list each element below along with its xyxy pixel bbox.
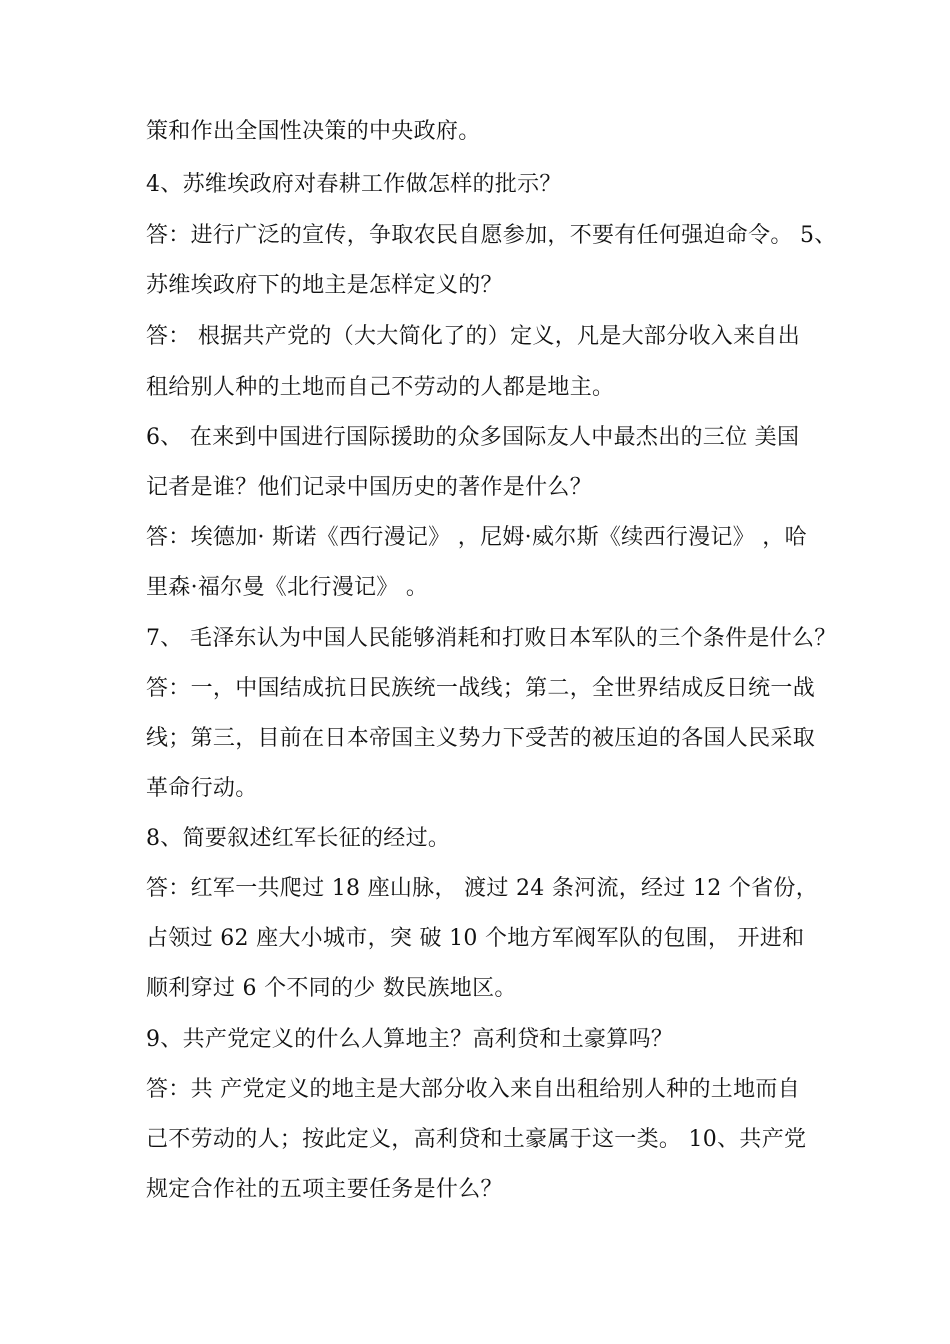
question-7: 7、 毛泽东认为中国人民能够消耗和打败日本军队的三个条件是什么？ — [146, 626, 837, 651]
text-line: 线；第三，目前在日本帝国主义势力下受苦的被压迫的各国人民采取 — [146, 726, 816, 751]
text-line: 占领过 62 座大小城市，突 破 10 个地方军阀军队的包围， 开进和 — [146, 926, 805, 951]
answer-6: 答：埃德加· 斯诺《西行漫记》 ，尼姆·威尔斯《续西行漫记》 ，哈 — [146, 525, 807, 550]
answer-4-question-5: 答：进行广泛的宣传，争取农民自愿参加，不要有任何强迫命令。 5、 — [146, 223, 837, 248]
answer-7: 答：一，中国结成抗日民族统一战线；第二，全世界结成反日统一战 — [146, 676, 816, 701]
answer-9: 答：共 产党定义的地主是大部分收入来自出租给别人种的土地而自 — [146, 1077, 800, 1102]
text-line: 租给别人种的土地而自己不劳动的人都是地主。 — [146, 375, 615, 400]
text-line: 革命行动。 — [146, 776, 258, 801]
answer-5: 答： 根据共产党的（大大简化了的）定义，凡是大部分收入来自出 — [146, 324, 800, 349]
text-line: 策和作出全国性决策的中央政府。 — [146, 119, 481, 144]
question-6: 6、 在来到中国进行国际援助的众多国际友人中最杰出的三位 美国 — [146, 425, 800, 450]
text-line: 顺利穿过 6 个不同的少 数民族地区。 — [146, 976, 517, 1001]
text-line: 里森·福尔曼《北行漫记》 。 — [146, 575, 429, 600]
text-line: 规定合作社的五项主要任务是什么？ — [146, 1177, 503, 1202]
text-line: 苏维埃政府下的地主是怎样定义的？ — [146, 273, 503, 298]
question-4: 4、苏维埃政府对春耕工作做怎样的批示？ — [146, 172, 562, 197]
text-line: 记者是谁？他们记录中国历史的著作是什么？ — [146, 475, 593, 500]
answer-9-question-10: 己不劳动的人；按此定义，高利贷和土豪属于这一类。 10、共产党 — [146, 1127, 807, 1152]
question-9: 9、共产党定义的什么人算地主？高利贷和土豪算吗？ — [146, 1027, 674, 1052]
answer-8: 答：红军一共爬过 18 座山脉， 渡过 24 条河流，经过 12 个省份， — [146, 876, 819, 901]
question-8: 8、简要叙述红军长征的经过。 — [146, 826, 451, 851]
